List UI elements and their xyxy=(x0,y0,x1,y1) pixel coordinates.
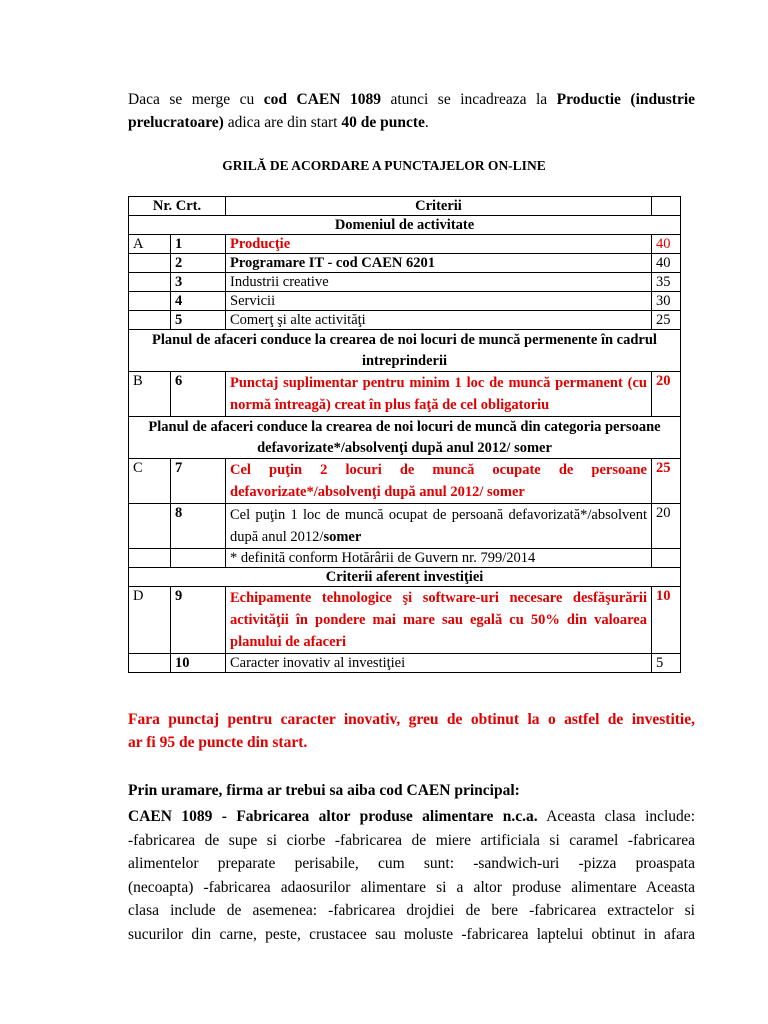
row-number: 8 xyxy=(171,504,226,549)
row-criterion: Producţie xyxy=(226,235,652,254)
row-criterion-text: Cel puţin 1 loc de muncă ocupat de persoană defavorizată*/absolvent după anul 2012/ xyxy=(230,507,647,545)
intro-line-2: prelucratoare) adica are din start 40 de puncte. xyxy=(128,114,429,131)
table-row xyxy=(129,504,681,549)
row-points: 30 xyxy=(652,292,681,311)
intro-line-1: Daca se merge cu cod CAEN 1089 atunci se incadreaza la Productie (industrie xyxy=(128,91,696,108)
table-row xyxy=(129,587,681,654)
table-row xyxy=(129,654,681,673)
caen-line-1: CAEN 1089 - Fabricarea altor produse alimentare n.c.a. Aceasta clasa include: xyxy=(128,808,695,825)
row-points: 35 xyxy=(652,273,681,292)
section-row xyxy=(129,417,681,459)
row-points: 20 xyxy=(652,504,681,549)
row-criterion: Caracter inovativ al investiţiei xyxy=(226,654,652,673)
row-criterion: Cel puţin 2 locuri de muncă ocupate de persoane defavorizate*/absolvenţi după anul 2012/ somer xyxy=(226,459,652,504)
row-points: 40 xyxy=(652,254,681,273)
table-row xyxy=(129,549,681,568)
row-number-empty xyxy=(171,549,226,568)
red-note xyxy=(128,708,695,754)
row-points: 40 xyxy=(652,235,681,254)
section-persoane-defavorizate: Planul de afaceri conduce la crearea de noi locuri de muncă din categoria persoane defavorizate*/absolvenţi după anul 2012/ somer xyxy=(129,417,681,459)
scoring-grid-table xyxy=(128,196,681,673)
row-letter: B xyxy=(129,372,171,417)
caen-line-6: sucurilor din carne, peste, crustacee sau moluste -fabricarea laptelui obtinut in afara xyxy=(128,925,695,943)
row-letter: C xyxy=(129,459,171,504)
table-row xyxy=(129,459,681,504)
red-note-line-1: Fara punctaj pentru caracter inovativ, greu de obtinut la o astfel de investitie, xyxy=(128,711,695,728)
table-row xyxy=(129,311,681,330)
row-criterion: Echipamente tehnologice şi software-uri necesare desfăşurării activităţii în pondere mai mare sau egală cu 50% din valoarea planului de afaceri xyxy=(226,587,652,654)
row-criterion xyxy=(226,504,652,549)
row-letter: A xyxy=(129,235,171,254)
row-points: 20 xyxy=(652,372,681,417)
row-criterion-bold: somer xyxy=(323,529,362,545)
row-number: 10 xyxy=(171,654,226,673)
row-points: 25 xyxy=(652,459,681,504)
row-number: 5 xyxy=(171,311,226,330)
section-locuri-permanente: Planul de afaceri conduce la crearea de noi locuri de muncă permenente în cadrul intreprinderii xyxy=(129,330,681,372)
row-points: 25 xyxy=(652,311,681,330)
table-header-row xyxy=(129,197,681,216)
row-criterion: Programare IT - cod CAEN 6201 xyxy=(226,254,652,273)
row-points: 5 xyxy=(652,654,681,673)
section-domeniul: Domeniul de activitate xyxy=(129,216,681,235)
caen-line-3: alimentelor preparate perisabile, cum sunt: -sandwich-uri -pizza proaspata xyxy=(128,855,695,872)
header-nr-crt: Nr. Crt. xyxy=(129,197,226,216)
row-number: 6 xyxy=(171,372,226,417)
row-criterion: Servicii xyxy=(226,292,652,311)
row-letter xyxy=(129,254,171,273)
row-letter xyxy=(129,654,171,673)
row-letter: D xyxy=(129,587,171,654)
row-letter xyxy=(129,273,171,292)
header-criterii: Criterii xyxy=(226,197,652,216)
row-criterion: Punctaj suplimentar pentru minim 1 loc de muncă permanent (cu normă întreagă) creat în plus faţă de cel obligatoriu xyxy=(226,372,652,417)
row-letter xyxy=(129,292,171,311)
row-number: 9 xyxy=(171,587,226,654)
section-row xyxy=(129,330,681,372)
caen-line-4: (necoapta) -fabricarea adaosurilor alimentare si a altor produse alimentare Aceasta xyxy=(128,878,695,896)
table-row xyxy=(129,254,681,273)
row-number: 3 xyxy=(171,273,226,292)
header-points xyxy=(652,197,681,216)
row-number: 7 xyxy=(171,459,226,504)
section-investitii: Criterii aferent investiţiei xyxy=(129,568,681,587)
row-points: 10 xyxy=(652,587,681,654)
conclusion-text: Prin uramare, firma ar trebui sa aiba cod CAEN principal: xyxy=(128,782,520,799)
table-row xyxy=(129,372,681,417)
section-row xyxy=(129,568,681,587)
row-number: 4 xyxy=(171,292,226,311)
table-row xyxy=(129,235,681,254)
caen-line-5: clasa include de asemenea: -fabricarea drojdiei de bere -fabricarea extractelor si xyxy=(128,902,695,919)
row-number: 1 xyxy=(171,235,226,254)
row-points-empty xyxy=(652,549,681,568)
caen-description xyxy=(128,805,695,946)
row-number: 2 xyxy=(171,254,226,273)
row-letter xyxy=(129,311,171,330)
table-title: GRILĂ DE ACORDARE A PUNCTAJELOR ON-LINE xyxy=(222,158,546,173)
row-letter xyxy=(129,504,171,549)
red-note-line-2: ar fi 95 de puncte din start. xyxy=(128,734,308,751)
section-row xyxy=(129,216,681,235)
row-criterion: Industrii creative xyxy=(226,273,652,292)
caen-line-2: -fabricarea de supe si ciorbe -fabricarea de miere artificiala si caramel -fabricarea xyxy=(128,831,695,849)
footnote-cell: * definită conform Hotărârii de Guvern nr. 799/2014 xyxy=(226,549,652,568)
table-row xyxy=(129,292,681,311)
row-criterion: Comerţ şi alte activităţi xyxy=(226,311,652,330)
row-letter-empty xyxy=(129,549,171,568)
table-row xyxy=(129,273,681,292)
intro-paragraph xyxy=(128,88,695,134)
